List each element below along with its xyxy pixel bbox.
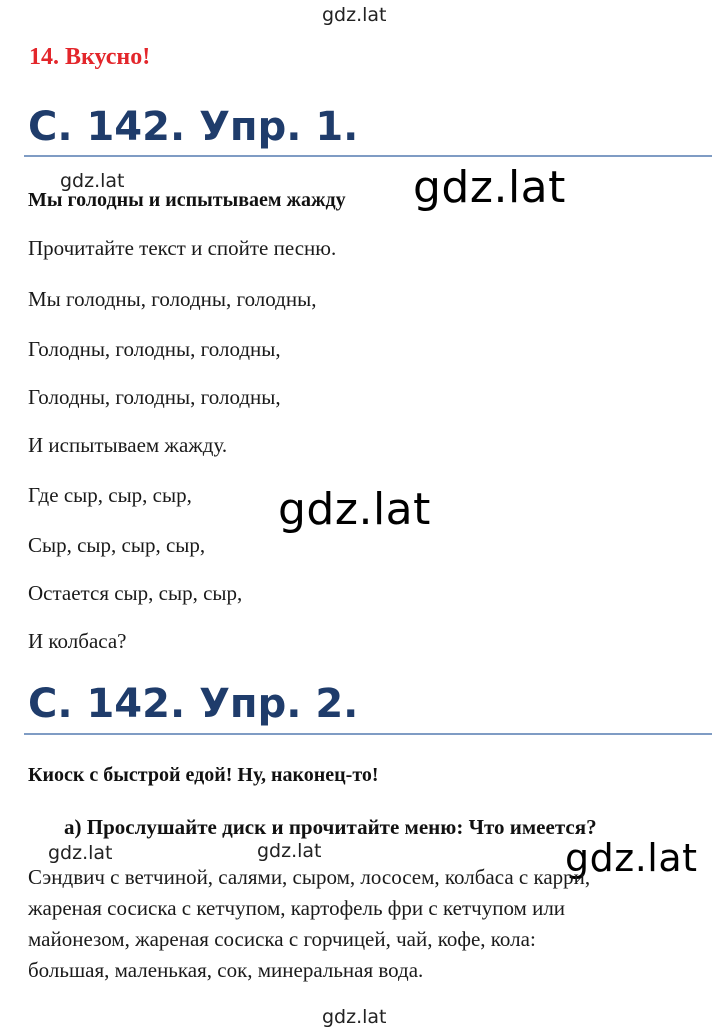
section2-heading: С. 142. Упр. 2.	[28, 681, 359, 727]
watermark-bottom: gdz.lat	[322, 1006, 387, 1028]
song-line: Голодны, голодны, голодны,	[28, 337, 281, 361]
song-line: И испытываем жажду.	[28, 433, 228, 457]
section1-heading: С. 142. Упр. 1.	[28, 104, 359, 150]
section2-rule	[24, 733, 712, 735]
song-line: Мы голодны, голодны, голодны,	[28, 287, 317, 311]
item-a: а) Прослушайте диск и прочитайте меню: Что имеется?	[64, 815, 597, 839]
section1-subtitle: Мы голодны и испытываем жажду	[28, 189, 346, 211]
watermark-top: gdz.lat	[322, 4, 387, 26]
watermark-big-2: gdz.lat	[278, 484, 431, 535]
song-line: Где сыр, сыр, сыр,	[28, 483, 192, 507]
watermark-small-mid: gdz.lat	[257, 840, 322, 862]
menu-line: жареная сосиска с кетчупом, картофель фри с кетчупом или	[28, 896, 566, 920]
watermark-big-1: gdz.lat	[413, 162, 566, 213]
menu-line: майонезом, жареная сосиска с горчицей, чай, кофе, кола:	[28, 927, 536, 951]
song-line: И колбаса?	[28, 629, 127, 653]
watermark-big-3: gdz.lat	[565, 836, 698, 880]
song-line: Сыр, сыр, сыр, сыр,	[28, 533, 206, 557]
section2-subtitle: Киоск с быстрой едой! Ну, наконец-то!	[28, 764, 379, 786]
section1-rule	[24, 155, 712, 157]
section1-instruction: Прочитайте текст и спойте песню.	[28, 236, 337, 260]
menu-line: большая, маленькая, сок, минеральная вода.	[28, 958, 424, 982]
watermark-small-left: gdz.lat	[48, 842, 113, 864]
song-line: Голодны, голодны, голодны,	[28, 385, 281, 409]
chapter-title: 14. Вкусно!	[29, 44, 151, 70]
menu-line: Сэндвич с ветчиной, салями, сыром, лососем, колбаса с карри,	[28, 865, 591, 889]
watermark-small: gdz.lat	[60, 170, 125, 192]
song-line: Остается сыр, сыр, сыр,	[28, 581, 243, 605]
menu-text	[28, 862, 590, 986]
